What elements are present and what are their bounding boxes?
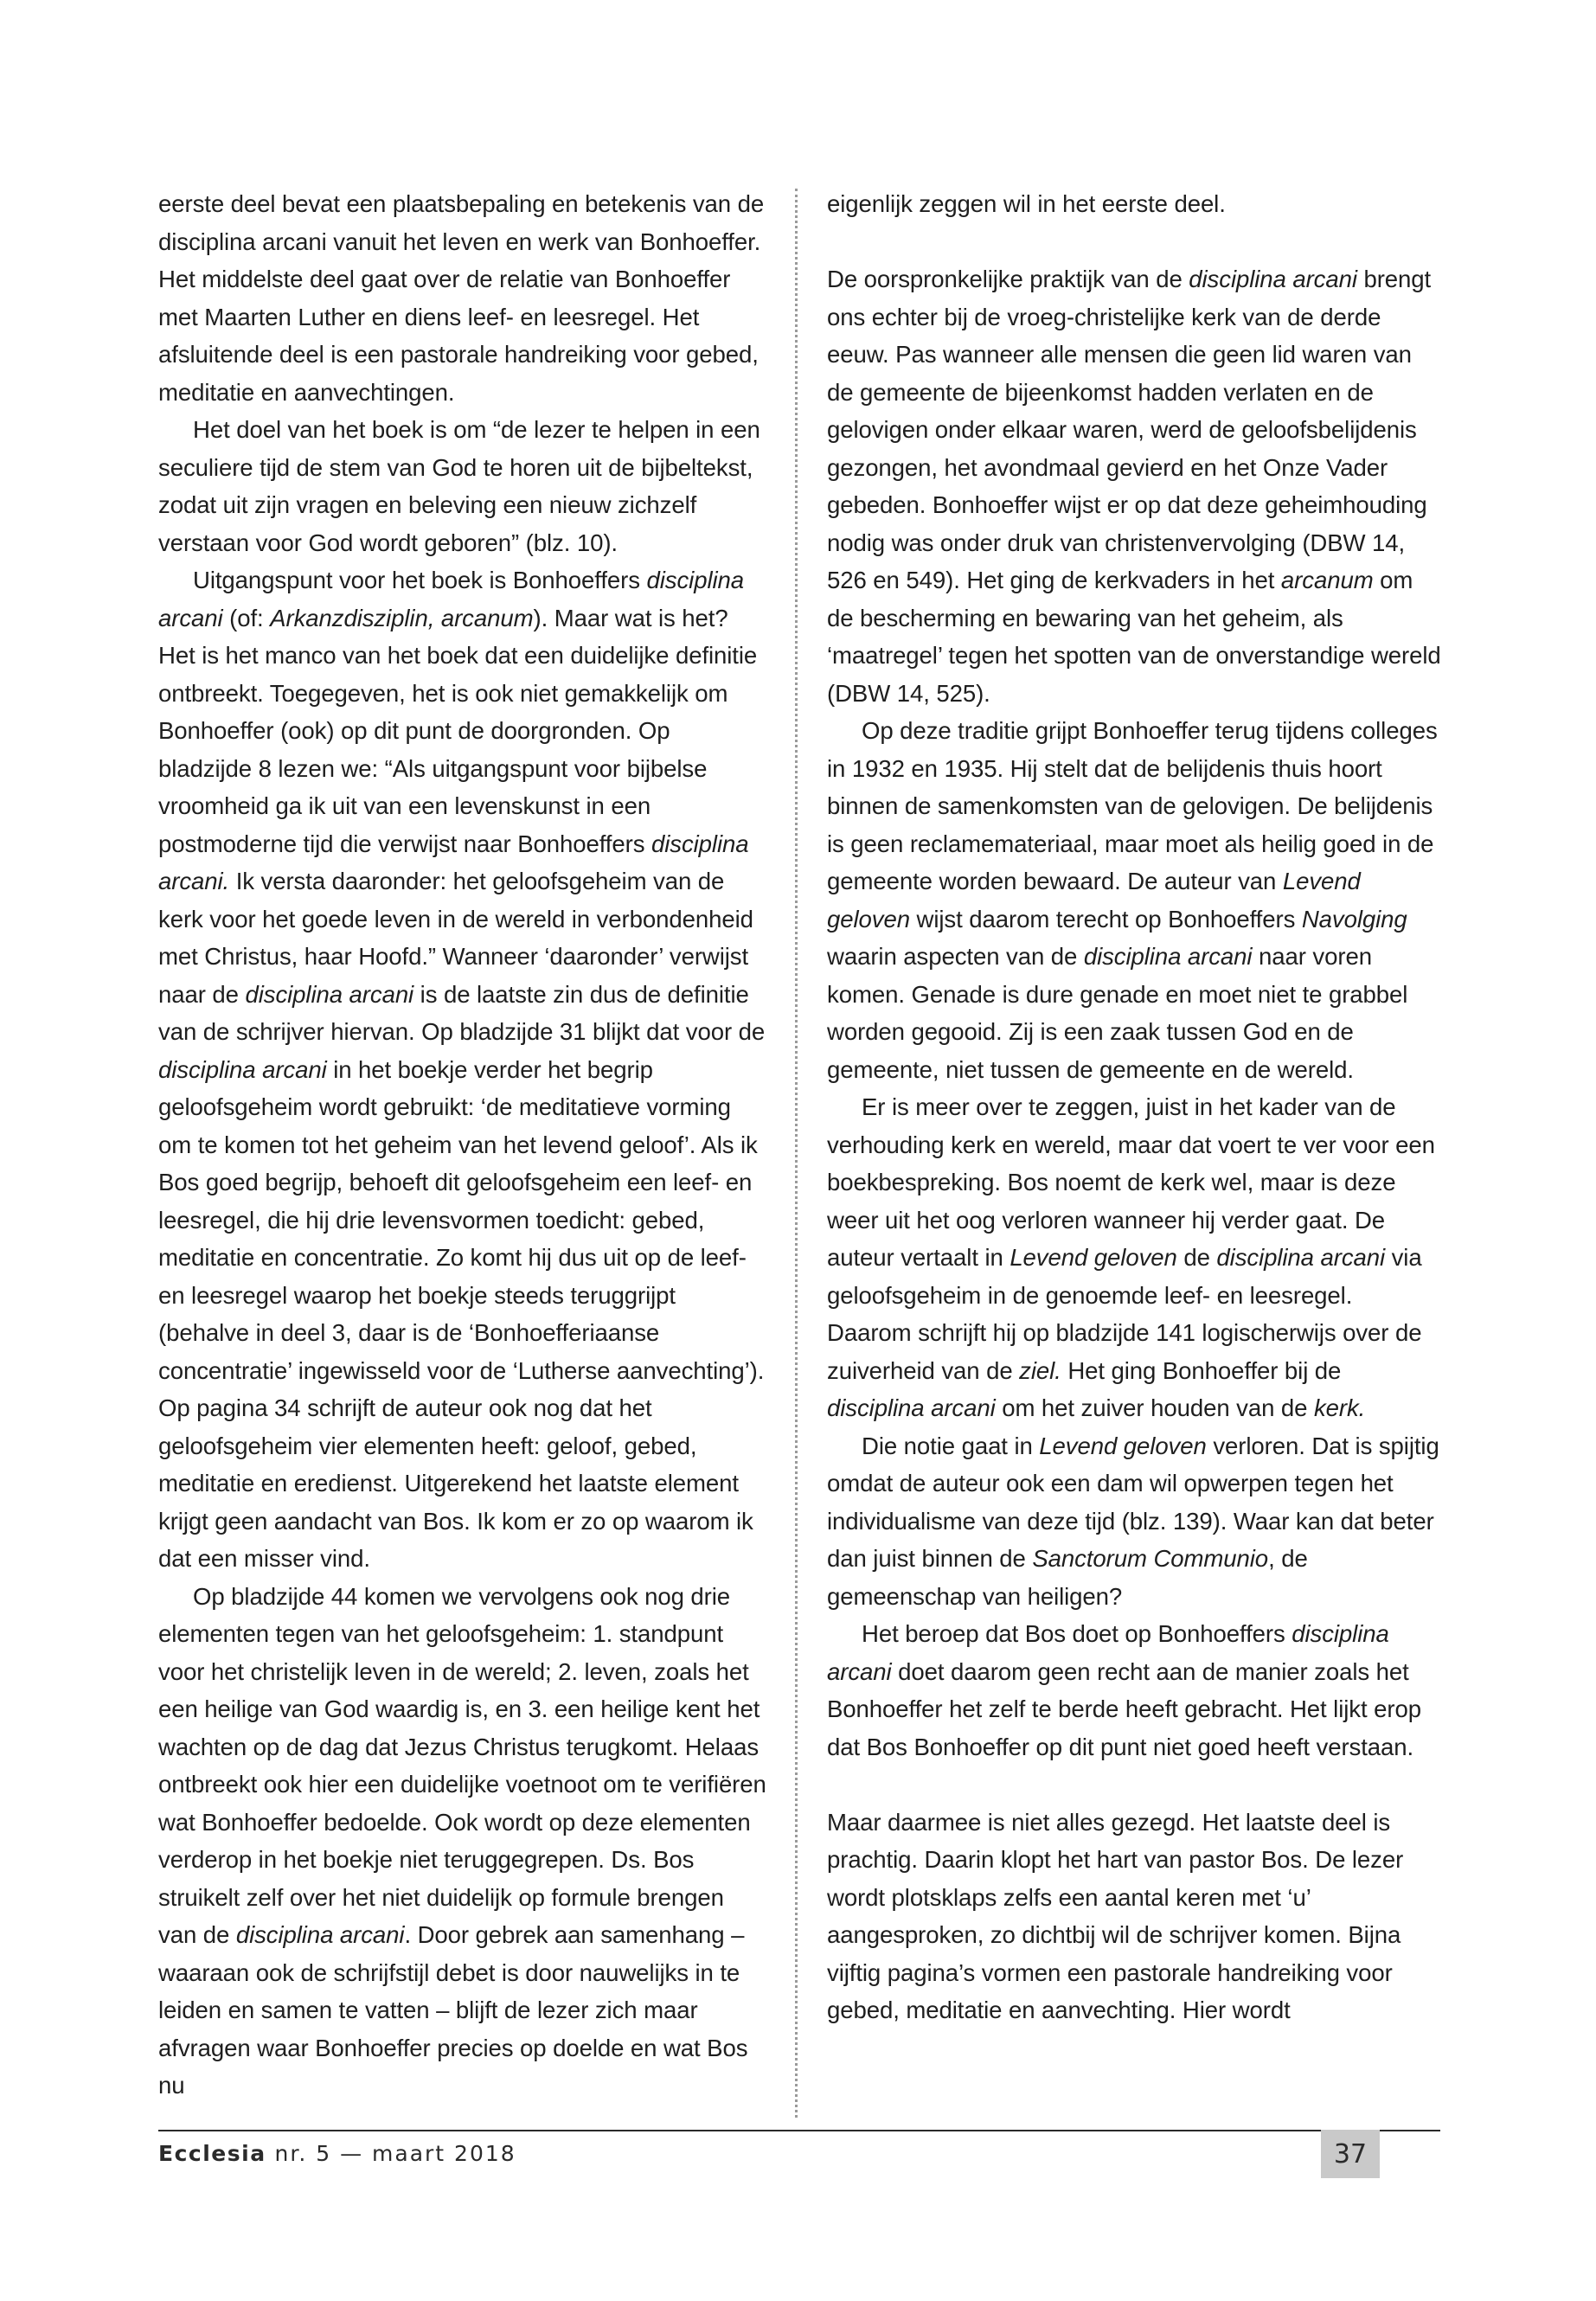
footer-rule: [158, 2130, 1440, 2131]
paragraph: Op deze traditie grijpt Bonhoeffer terug tijdens colleges in 1932 en 1935. Hij stelt dat de belijdenis thuis hoort binnen de samenkomsten van de gelovigen. De belijdenis is geen reclamemateriaal, maar moet als heilig goed in de gemeente worden bewaard. De auteur van Levend geloven wijst daarom terecht op Bonhoeffers Navolging waarin aspecten van de disciplina arcani naar voren komen. Genade is dure genade en moet niet te grabbel worden gegooid. Zij is een zaak tussen God en de gemeente, niet tussen de gemeente en de wereld.: [827, 717, 1438, 1083]
paragraph: Uitgangspunt voor het boek is Bonhoeffers disciplina arcani (of: Arkanzdisziplin, arcanum). Maar wat is het? Het is het manco van het boek dat een duidelijke definitie ontbreekt. Toegegeven, het is ook niet gemakkelijk om Bonhoeffer (ook) op dit punt de doorgronden. Op bladzijde 8 lezen we: “Als uitgangspunt voor bijbelse vroomheid ga ik uit van een levenskunst in een postmoderne tijd die verwijst naar Bonhoeffers disciplina arcani. Ik versta daaronder: het geloofsgeheim van de kerk voor het goede leven in de wereld in verbondenheid met Christus, haar Hoofd.” Wanneer ‘daaronder’ verwijst naar de disciplina arcani is de laatste zin dus de definitie van de schrijver hiervan. Op bladzijde 31 blijkt dat voor de disciplina arcani in het boekje verder het begrip geloofsgeheim wordt gebruikt: ‘de meditatieve vorming om te komen tot het geheim van het levend geloof’. Als ik Bos goed begrijp, behoeft dit geloofsgeheim een leef- en leesregel, die hij drie levensvormen toedicht: gebed, meditatie en concentratie. Zo komt hij dus uit op de leef- en leesregel waarop het boekje steeds teruggrijpt (behalve in deel 3, daar is de ‘Bonhoefferiaanse concentratie’ ingewisseld voor de ‘Lutherse aanvechting’). Op pagina 34 schrijft de auteur ook nog dat het geloofsgeheim vier elementen heeft: geloof, gebed, meditatie en eredienst. Uitgerekend het laatste element krijgt geen aandacht van Bos. Ik kom er zo op waarom ik dat een misser vind.: [158, 567, 766, 1572]
column-divider: [795, 189, 798, 2118]
magazine-name: Ecclesia: [158, 2141, 266, 2166]
left-column: [158, 185, 768, 2105]
footer-issue-line: [158, 2141, 516, 2166]
paragraph: Het beroep dat Bos doet op Bonhoeffers disciplina arcani doet daarom geen recht aan de manier zoals het Bonhoeffer het zelf te berde heeft gebracht. Het lijkt erop dat Bos Bonhoeffer op dit punt niet goed heeft verstaan.: [827, 1620, 1421, 1760]
paragraph: eigenlijk zeggen wil in het eerste deel.: [827, 190, 1226, 217]
issue-info: nr. 5 — maart 2018: [274, 2141, 516, 2166]
paragraph: Maar daarmee is niet alles gezegd. Het laatste deel is prachtig. Daarin klopt het hart van pastor Bos. De lezer wordt plotsklaps zelfs een aantal keren met ‘u’ aangesproken, zo dichtbij wil de schrijver komen. Bijna vijftig pagina’s vormen een pastorale handreiking voor gebed, meditatie en aanvechting. Hier wordt: [827, 1808, 1404, 2023]
page-number: 37: [1321, 2130, 1380, 2178]
paragraph: eerste deel bevat een plaatsbepaling en betekenis van de disciplina arcani vanuit het leven en werk van Bonhoeffer. Het middelste deel gaat over de relatie van Bonhoeffer met Maarten Luther en diens leef- en leesregel. Het afsluitende deel is een pastorale handreiking voor gebed, meditatie en aanvechtingen.: [158, 190, 765, 406]
paragraph: Er is meer over te zeggen, juist in het kader van de verhouding kerk en wereld, maar dat voert te ver voor een boekbespreking. Bos noemt de kerk wel, maar is deze weer uit het oog verloren wanneer hij verder gaat. De auteur vertaalt in Levend geloven de disciplina arcani via geloofsgeheim in de genoemde leef- en leesregel. Daarom schrijft hij op bladzijde 141 logischerwijs over de zuiverheid van de ziel. Het ging Bonhoeffer bij de disciplina arcani om het zuiver houden van de kerk.: [827, 1093, 1435, 1421]
right-column: [827, 185, 1443, 2029]
paragraph: Het doel van het boek is om “de lezer te helpen in een seculiere tijd de stem van God te horen uit de bijbeltekst, zodat uit zijn vragen en beleving een nieuw zichzelf verstaan voor God wordt geboren” (blz. 10).: [158, 416, 760, 556]
paragraph: De oorspronkelijke praktijk van de disciplina arcani brengt ons echter bij de vroeg-christelijke kerk van de derde eeuw. Pas wanneer alle mensen die geen lid waren van de gemeente de bijeenkomst hadden verlaten en de gelovigen onder elkaar waren, werd de geloofsbelijdenis gezongen, het avondmaal gevierd en het Onze Vader gebeden. Bonhoeffer wijst er op dat deze geheimhouding nodig was onder druk van christenvervolging (DBW 14, 526 en 549). Het ging de kerkvaders in het arcanum om de bescherming en bewaring van het geheim, als ‘maatregel’ tegen het spotten van de onverstandige wereld (DBW 14, 525).: [827, 266, 1441, 707]
paragraph: Op bladzijde 44 komen we vervolgens ook nog drie elementen tegen van het geloofsgeheim: 1. standpunt voor het christelijk leven in de wereld; 2. leven, zoals het een heilige van God waardig is, en 3. een heilige kent het wachten op de dag dat Jezus Christus terugkomt. Helaas ontbreekt ook hier een duidelijke voetnoot om te verifiëren wat Bonhoeffer bedoelde. Ook wordt op deze elementen verderop in het boekje niet teruggegrepen. Ds. Bos struikelt zelf over het niet duidelijk op formule brengen van de disciplina arcani. Door gebrek aan samenhang – waaraan ook de schrijfstijl debet is door nauwelijks in te leiden en samen te vatten – blijft de lezer zich maar afvragen waar Bonhoeffer precies op doelde en wat Bos nu: [158, 1582, 766, 2099]
paragraph: Die notie gaat in Levend geloven verloren. Dat is spijtig omdat de auteur ook een dam wil opwerpen tegen het individualisme van deze tijd (blz. 139). Waar kan dat beter dan juist binnen de Sanctorum Communio, de gemeenschap van heiligen?: [827, 1432, 1439, 1610]
